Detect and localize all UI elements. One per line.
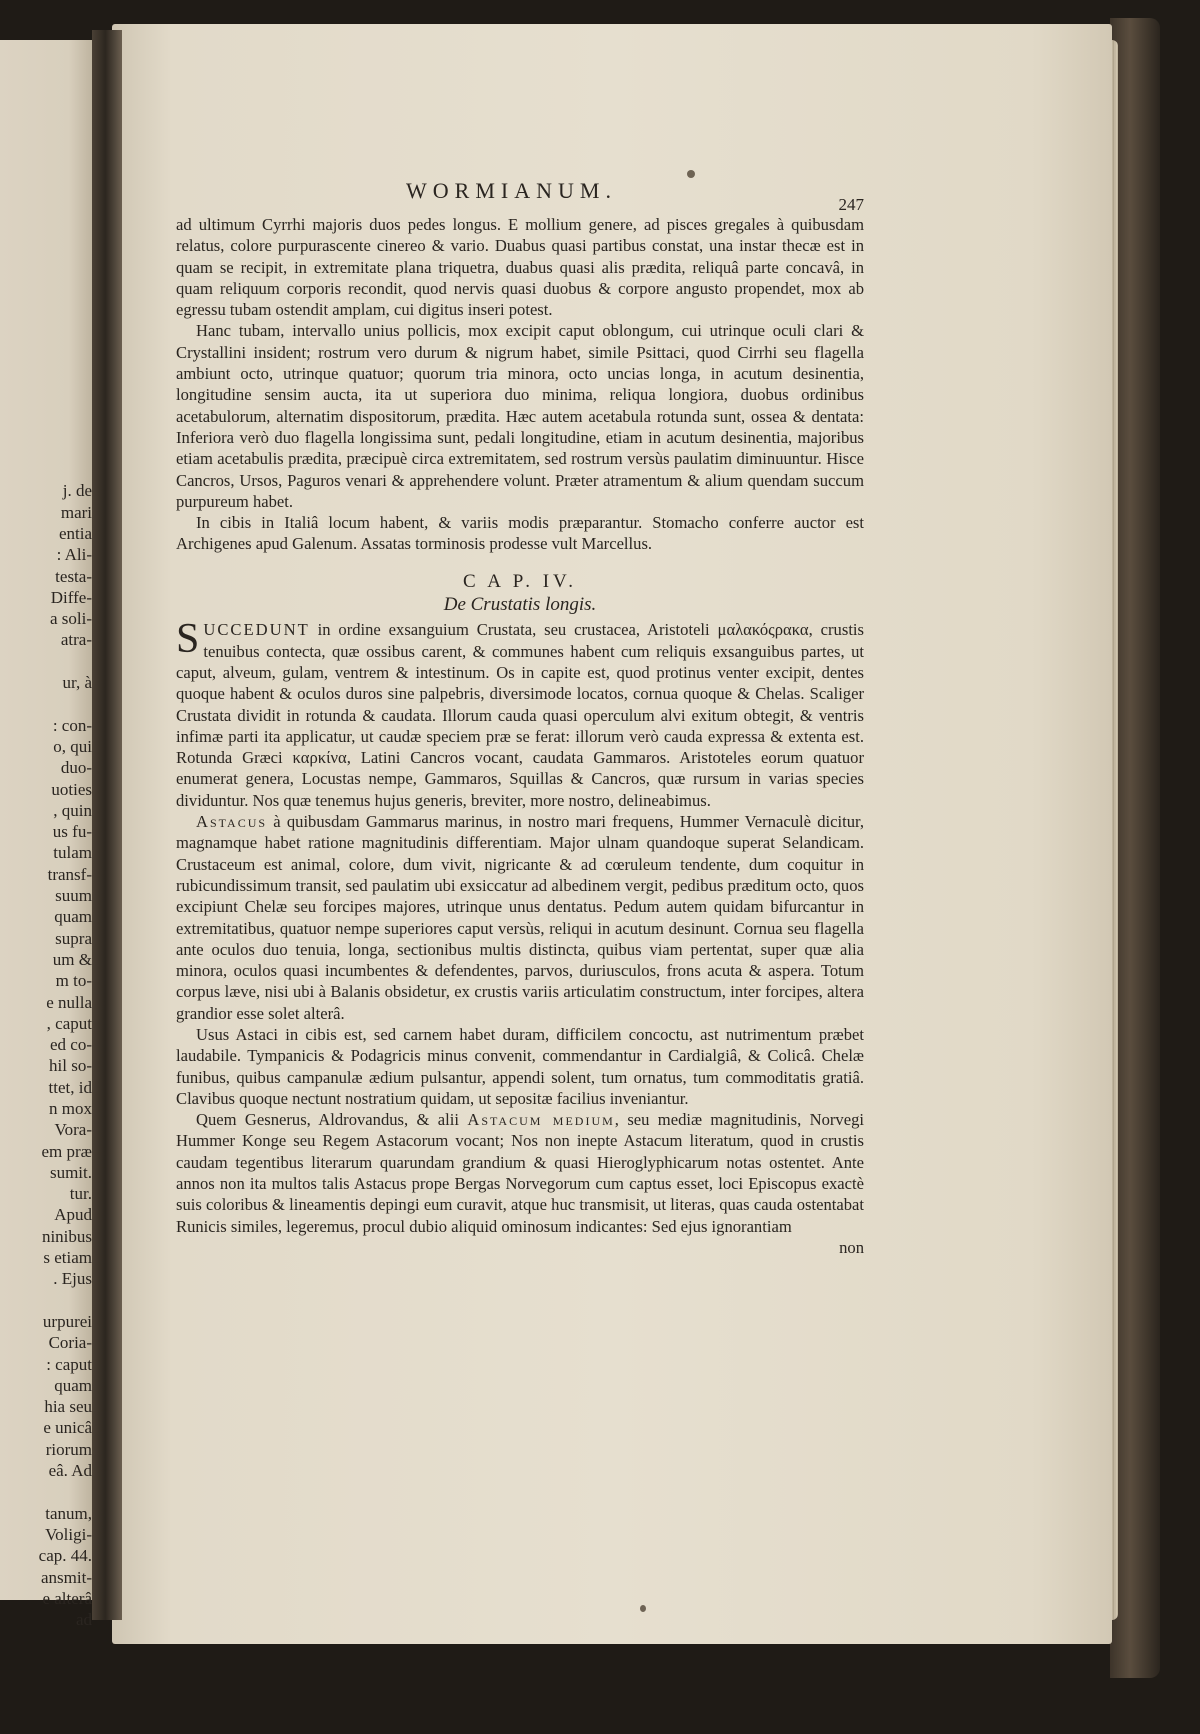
margin-fragment: Apud xyxy=(54,1205,92,1225)
margin-fragment: : Ali- xyxy=(56,545,92,565)
margin-fragment: hia seu xyxy=(44,1397,92,1417)
drop-initial: S xyxy=(176,616,200,663)
margin-fragment: em præ xyxy=(41,1141,92,1161)
margin-fragment xyxy=(0,331,92,352)
margin-fragment xyxy=(0,651,92,672)
margin-fragment: ad xyxy=(75,1610,92,1630)
running-title: WORMIANUM. xyxy=(406,178,617,203)
margin-fragment: ansmit- xyxy=(41,1567,92,1587)
margin-fragment xyxy=(0,310,92,331)
body-text xyxy=(176,214,864,1258)
margin-fragment xyxy=(0,1290,92,1311)
margin-fragment xyxy=(0,459,92,480)
paragraph: In cibis in Italiâ locum habent, & variis modis præparantur. Stomacho conferre auctor est Archigenes apud Galenum. Assatas torminosis prodesse vult Marcellus. xyxy=(176,513,864,554)
margin-fragment: um & xyxy=(52,949,92,969)
margin-fragment: cap. 44. xyxy=(38,1546,92,1566)
margin-fragment: , caput xyxy=(46,1013,92,1033)
book-gutter xyxy=(92,30,122,1620)
margin-fragment xyxy=(0,438,92,459)
margin-fragment: transf- xyxy=(47,864,92,884)
margin-fragment xyxy=(0,416,92,437)
chapter-title: C A P. IV. xyxy=(462,570,578,592)
margin-fragment: sumit. xyxy=(49,1162,92,1182)
running-head xyxy=(176,178,864,214)
margin-fragment: suum xyxy=(55,886,92,906)
margin-fragment: riorum xyxy=(45,1439,92,1459)
margin-fragment: e unicâ xyxy=(43,1418,92,1438)
paragraph-text: Quem Gesnerus, Aldrovandus, & alii xyxy=(196,1110,468,1130)
margin-fragment: entia xyxy=(58,523,92,543)
margin-fragment: : con- xyxy=(52,715,92,735)
margin-fragment xyxy=(0,1481,92,1502)
margin-fragment: quam xyxy=(54,1375,92,1395)
margin-fragment: e alterâ xyxy=(42,1588,92,1608)
margin-fragment: o, qui xyxy=(53,736,92,756)
margin-fragment: Coria- xyxy=(48,1333,92,1353)
margin-fragment: tulam xyxy=(53,843,92,863)
chapter-paragraph: Usus Astaci in cibis est, sed carnem habet duram, difficilem concoctu, ast nutrimentum præbet laudabile. Tympanicis & Podagricis minus convenit, commendantur in Cardialgiâ, & Colicâ. Chelæ funibus, quibus campanulæ ædium pulsantur, appendi solent, tum ornatus, tum commoditatis gratiâ. Clavibus quoque nectunt nostratium quidam, ut sepositæ facilius inveniantur. xyxy=(176,1024,864,1108)
margin-fragment: urpurei xyxy=(42,1311,92,1331)
smallcaps-lead: UCCEDUNT xyxy=(203,620,310,640)
margin-fragment: uoties xyxy=(51,779,92,799)
margin-fragment xyxy=(0,693,92,714)
margin-fragment: quam xyxy=(54,907,92,927)
paragraph: Hanc tubam, intervallo unius pollicis, mox excipit caput oblongum, cui utrinque oculi clari & Crystallini insident; rostrum vero durum & nigrum habet, simile Psittaci, quod Cirrhi seu flagella ambiunt octo, utrinque quatuor; quorum tria minora, octo uncias longa, in acutum desinentia, longitudine sensim aucta, ita ut superiora duo minima, reliqua longiora, duobus ordinibus acetabulorum, alternatim dispositorum, prædita. Hæc autem acetabula rotunda sunt, ossea & dentata: Inferiora verò duo flagella longissima sunt, pedali longitudine, etiam in acutum desinentia, majoribus etiam acetabulis prædita, præcipuè circa extremitatem, sed rostrum versùs paulatim diminuuntur. Hisce Cancros, Ursos, Paguros venari & apprehendere volunt. Præter atramentum & alium quendam succum purpureum habet. xyxy=(176,321,864,511)
margin-fragment: a soli- xyxy=(49,609,92,629)
chapter-subtitle: De Crustatis longis. xyxy=(443,594,597,616)
margin-fragment: us fu- xyxy=(52,822,92,842)
left-page xyxy=(0,40,98,1630)
margin-fragment: m to- xyxy=(55,971,92,991)
chapter-paragraph xyxy=(176,1109,864,1237)
margin-fragment: tur. xyxy=(69,1184,92,1204)
ink-speck xyxy=(640,1605,646,1612)
margin-fragment xyxy=(0,374,92,395)
paragraph-text: à quibusdam Gammarus marinus, in nostro mari frequens, Hummer Vernaculè dicitur, magnamque habet ratione magnitudinis differentiam. Major ulnam quandoque superat Selandicam. Crustaceum est animal, colore, dum vivit, nigricante & ad cœruleum tendente, dum coquitur in rubicundissimum transit, sed paulatim ubi exsiccatur ad albedinem vergit, pedibus præditum octo, quos excipiunt Chelæ seu forcipes majores, utrinque unus dentatus. Pedum autem quidam bifurcantur in extremitatibus, quatuor nempe superiores caput versùs, reliqui in acutum desinunt. Cornua seu flagella ante oculos duo tenuia, longa, sectionibus multis distincta, quibus viam pertentat, super quæ alia minora, oculos quasi incumbentes & defendentes, parvos, duriusculos, frons acuta & aspera. Totum corpus læve, nisi ubi à Balanis obsidetur, ex crustis variis articulatim constructum, inter forcipes, altera grandior esse solet alterâ. xyxy=(176,812,864,1023)
margin-fragment: mari xyxy=(60,502,92,522)
margin-fragment: Diffe- xyxy=(50,587,92,607)
paragraph-text: in ordine exsanguium Crustata, seu crustacea, Aristoteli μαλακόςρακα, crustis tenuibus contecta, quæ ossibus carent, & communes habent cum reliquis exsanguibus partes, ut caput, alveum, gulam, ventrem & intestinum. Os in capite est, quod protinus venter excipit, dentes quoque habent & oculos duros sine palpebris, diversimode locatos, cornua quoque & Chelas. Scaliger Crustata dividit in rotunda & caudata. Illorum cauda quasi operculum alvi exitum obtegit, & ventris infimæ parti ita applicatur, ut caudæ speciem præ se ferat: illorum verò cauda expressa & extenta est. Rotunda Græci καρκίνα, Latini Cancros vocant, caudata Gammaros. Aristoteles eorum quatuor enumerat genera, Locustas nempe, Gammaros, Squillas & Cancros, quæ rursum in varias species dividuntur. Nos quæ tenemus hujus generis, breviter, more nostro, delineabimus. xyxy=(176,620,864,810)
margin-fragment: testa- xyxy=(55,566,92,586)
margin-fragment: ur, à xyxy=(62,673,92,693)
margin-fragment: hil so- xyxy=(49,1056,92,1076)
chapter-paragraph xyxy=(176,616,864,811)
margin-fragment: ttet, id xyxy=(48,1077,92,1097)
margin-fragment: supra xyxy=(55,928,92,948)
margin-fragment xyxy=(0,395,92,416)
paragraph: ad ultimum Cyrrhi majoris duos pedes longus. E mollium genere, ad pisces gregales à quibusdam relatus, colore purpurascente cinereo & vario. Duabus quasi partibus constat, una instar thecæ est in quam se recipit, in extremitate plana triquetra, duabus quasi alis prædita, reliquâ parte concavâ, in quam reliquum corporis recondit, quod nervis quasi duobus & corpore angusto propendet, mox ab egressu tubam ostendit amplam, cui digitus inseri potest. xyxy=(176,215,864,320)
margin-fragment: j. de xyxy=(62,481,92,501)
margin-fragment: atra- xyxy=(60,630,92,650)
margin-fragment xyxy=(0,353,92,374)
page-number: 247 xyxy=(838,195,864,214)
margin-fragment: tanum, xyxy=(45,1503,92,1523)
margin-fragment: duo- xyxy=(60,758,92,778)
smallcaps-lead: Astacus xyxy=(196,812,268,832)
paragraph-text: , seu mediæ magnitudinis, Norvegi Hummer Konge seu Regem Astacorum vocant; Nos non inepte Astacum literatum, quod in crustis caudam tegentibus literarum quarundam grandium & quasi Hieroglyphicarum notas ostentet. Ante annos non ita multos talis Astacus prope Bergas Norvegorum cum captus esset, loci Episcopus exactè suis coloribus & lineamentis depingi eum curavit, atque huc transmisit, ut literas, quas cauda ostentabat Runicis similes, legeremus, procul dubio aliquid ominosum indicantes: Sed ejus ignorantiam xyxy=(176,1110,864,1236)
catchword: non xyxy=(839,1237,864,1257)
ink-speck xyxy=(687,170,695,178)
margin-fragment: ninibus xyxy=(41,1226,92,1246)
margin-fragment: : caput xyxy=(46,1354,92,1374)
margin-fragment: , quin xyxy=(53,800,92,820)
margin-fragment: n mox xyxy=(49,1098,92,1118)
left-page-text-fragments xyxy=(0,310,92,1630)
margin-fragment: . Ejus xyxy=(53,1269,92,1289)
margin-fragment: Vora- xyxy=(54,1120,92,1140)
margin-fragment: Voligi- xyxy=(45,1524,92,1544)
margin-fragment: ed co- xyxy=(49,1035,92,1055)
chapter-paragraph xyxy=(176,811,864,1024)
smallcaps-mid: Astacum medium xyxy=(467,1110,615,1130)
margin-fragment: eâ. Ad xyxy=(48,1461,92,1481)
margin-fragment: s etiam xyxy=(43,1248,92,1268)
margin-fragment: e nulla xyxy=(46,992,92,1012)
